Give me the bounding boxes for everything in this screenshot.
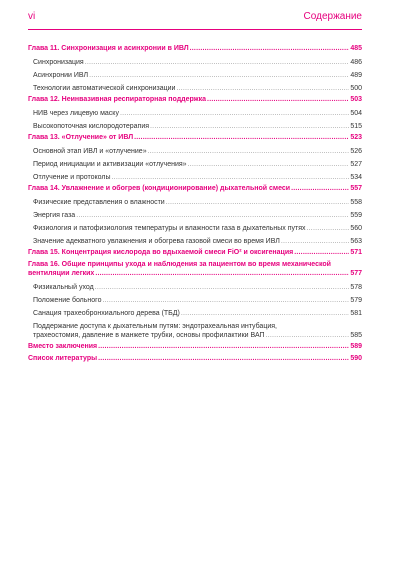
toc-subentry[interactable] — [28, 157, 362, 170]
toc-leader-dots — [150, 122, 349, 131]
toc-chapter-entry[interactable] — [28, 353, 362, 365]
toc-leader-dots — [120, 109, 349, 118]
toc-leader-dots — [85, 58, 350, 67]
toc-leader-dots — [89, 71, 349, 80]
toc-subentry[interactable] — [28, 106, 362, 119]
toc-entry-page: 558 — [350, 199, 362, 206]
page-header — [0, 0, 400, 30]
toc-chapter-entry[interactable] — [28, 183, 362, 195]
toc-entry-page: 557 — [350, 185, 362, 192]
toc-subentry[interactable] — [28, 208, 362, 221]
toc-leader-dots — [95, 283, 350, 292]
toc-entry-title: Санация трахеобронхиального дерева (ТБД) — [33, 310, 180, 317]
toc-subentry[interactable] — [28, 293, 362, 306]
toc-entry-page: 559 — [350, 212, 362, 219]
toc-subentry[interactable] — [28, 170, 362, 183]
toc-entry-title: Положение больного — [33, 297, 102, 304]
toc-subentry[interactable] — [28, 306, 362, 319]
toc-entry-title-line1: Поддержание доступа к дыхательным путям: эндотрахеальная интубация, — [33, 323, 277, 330]
toc-leader-dots — [307, 224, 350, 233]
toc-subentry[interactable] — [28, 68, 362, 81]
toc-entry-page: 581 — [350, 310, 362, 317]
toc-leader-dots — [190, 44, 350, 53]
page-number: vi — [28, 11, 36, 22]
table-of-contents — [28, 43, 362, 365]
toc-chapter-entry[interactable] — [28, 259, 362, 280]
toc-leader-dots — [266, 331, 350, 340]
toc-entry-page: 526 — [350, 148, 362, 155]
toc-subentry[interactable] — [28, 144, 362, 157]
toc-entry-page: 579 — [350, 297, 362, 304]
toc-leader-dots — [188, 160, 350, 169]
header-rule — [28, 29, 362, 30]
toc-subentry[interactable] — [28, 119, 362, 132]
toc-subentry[interactable] — [28, 221, 362, 234]
toc-entry-title: Значение адекватного увлажнения и обогрева газовой смеси во время ИВЛ — [33, 238, 280, 245]
toc-subentry[interactable] — [28, 55, 362, 68]
toc-entry-title: Вместо заключения — [28, 343, 98, 350]
toc-entry-title: Глава 11. Синхронизация и асинхронии в ИВЛ — [28, 45, 189, 52]
toc-leader-dots — [98, 354, 349, 363]
toc-entry-title-line1: Глава 16. Общие принципы ухода и наблюдения за пациентом во время механической — [28, 261, 331, 268]
toc-leader-dots — [95, 269, 349, 278]
toc-chapter-entry[interactable] — [28, 132, 362, 144]
toc-entry-title: Асинхронии ИВЛ — [33, 72, 89, 79]
toc-entry-page: 500 — [350, 85, 362, 92]
toc-entry-page: 503 — [350, 96, 362, 103]
toc-entry-title: Синхронизация — [33, 59, 84, 66]
toc-entry-page: 563 — [350, 238, 362, 245]
toc-leader-dots — [148, 147, 350, 156]
toc-entry-title-line2: вентиляции легких — [28, 270, 95, 277]
toc-entry-page: 590 — [350, 355, 362, 362]
toc-entry-page: 585 — [350, 332, 362, 339]
toc-leader-dots — [176, 84, 349, 93]
toc-leader-dots — [76, 211, 349, 220]
toc-chapter-entry[interactable] — [28, 341, 362, 353]
toc-chapter-entry[interactable] — [28, 247, 362, 259]
toc-entry-title-line2: трахеостомия, давление в манжете трубки, основы профилактики ВАП — [33, 332, 265, 339]
toc-leader-dots — [112, 173, 350, 182]
toc-entry-page: 489 — [350, 72, 362, 79]
toc-entry-page: 523 — [350, 134, 362, 141]
toc-entry-page: 578 — [350, 284, 362, 291]
toc-entry-page: 560 — [350, 225, 362, 232]
toc-leader-dots — [294, 248, 349, 257]
toc-entry-page: 527 — [350, 161, 362, 168]
section-title: Содержание — [303, 11, 362, 22]
toc-leader-dots — [291, 184, 349, 193]
toc-entry-title: Физические представления о влажности — [33, 199, 165, 206]
toc-subentry[interactable] — [28, 280, 362, 293]
toc-entry-title: Физикальный уход — [33, 284, 94, 291]
toc-entry-title: НИВ через лицевую маску — [33, 110, 119, 117]
toc-leader-dots — [102, 296, 349, 305]
toc-leader-dots — [166, 198, 350, 207]
toc-chapter-entry[interactable] — [28, 43, 362, 55]
toc-leader-dots — [281, 237, 349, 246]
toc-subentry[interactable] — [28, 234, 362, 247]
toc-chapter-entry[interactable] — [28, 94, 362, 106]
toc-entry-title: Основной этап ИВЛ и «отлучение» — [33, 148, 147, 155]
toc-entry-title: Отлучение и протоколы — [33, 174, 111, 181]
toc-leader-dots — [181, 309, 349, 318]
toc-subentry[interactable] — [28, 319, 362, 341]
toc-entry-title: Глава 13. «Отлучение» от ИВЛ — [28, 134, 134, 141]
toc-entry-title: Глава 15. Концентрация кислорода во вдыхаемой смеси FiO² и оксигенация — [28, 249, 294, 256]
toc-subentry[interactable] — [28, 195, 362, 208]
toc-entry-page: 589 — [350, 343, 362, 350]
toc-entry-title: Энергия газа — [33, 212, 76, 219]
toc-entry-title: Глава 14. Увлажнение и обогрев (кондиционирование) дыхательной смеси — [28, 185, 291, 192]
toc-entry-page: 577 — [350, 270, 362, 277]
toc-leader-dots — [207, 95, 349, 104]
toc-entry-title: Глава 12. Неинвазивная респираторная поддержка — [28, 96, 207, 103]
toc-entry-page: 534 — [350, 174, 362, 181]
toc-entry-title: Технологии автоматической синхронизации — [33, 85, 176, 92]
toc-entry-title: Список литературы — [28, 355, 98, 362]
toc-entry-page: 515 — [350, 123, 362, 130]
toc-entry-page: 485 — [350, 45, 362, 52]
toc-entry-title: Физиология и патофизиология температуры и влажности газа в дыхательных путях — [33, 225, 306, 232]
toc-leader-dots — [98, 342, 349, 351]
toc-entry-title: Период инициации и активизации «отлучения» — [33, 161, 187, 168]
toc-entry-page: 486 — [350, 59, 362, 66]
toc-entry-page: 504 — [350, 110, 362, 117]
toc-subentry[interactable] — [28, 81, 362, 94]
toc-entry-page: 571 — [350, 249, 362, 256]
toc-entry-title: Высокопоточная кислородотерапия — [33, 123, 150, 130]
toc-leader-dots — [134, 133, 349, 142]
